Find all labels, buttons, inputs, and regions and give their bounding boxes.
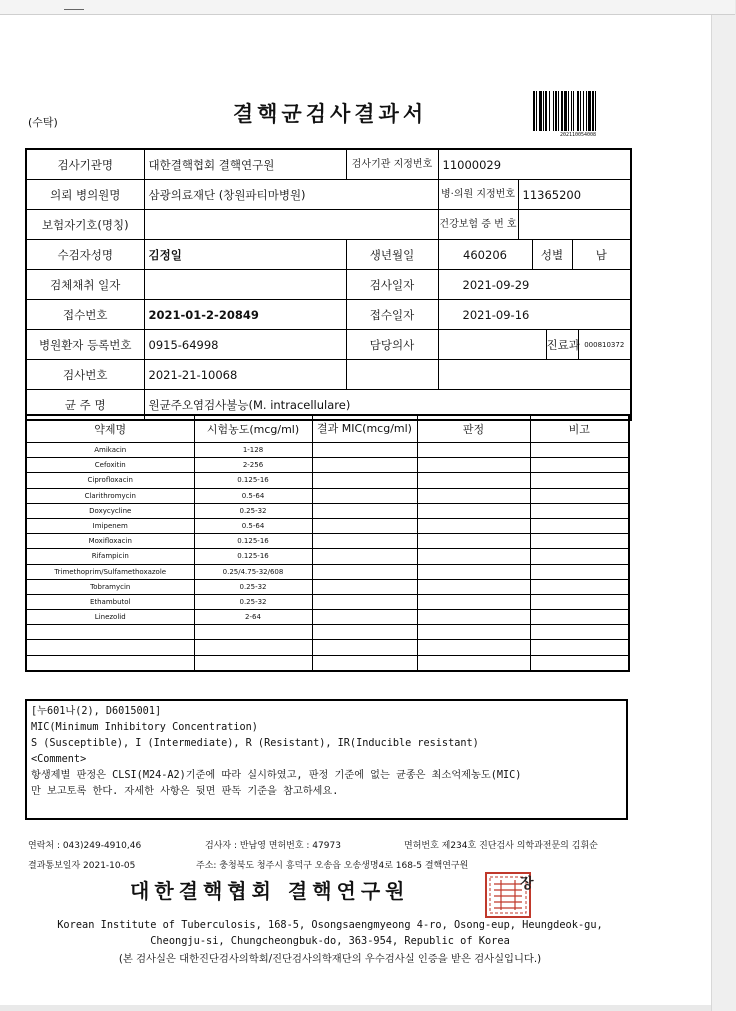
health-cert-label: 건강보험 증 번 호 <box>438 210 518 240</box>
mic-cell <box>312 655 417 671</box>
drug-name: Cefoxitin <box>26 458 194 473</box>
institution-label: 검사기관명 <box>26 149 144 180</box>
species-label: 균 주 명 <box>26 390 144 421</box>
barcode-number: 202110054008 <box>559 132 597 138</box>
hospital-code-label: 병·의원 지정번호 <box>438 180 518 210</box>
drug-conc: 2-64 <box>194 610 312 625</box>
mic-cell <box>312 503 417 518</box>
table-row <box>26 625 629 640</box>
table-row <box>26 564 629 579</box>
toolbar-tick <box>64 9 84 10</box>
birth-label: 생년월일 <box>346 240 438 270</box>
table-row <box>26 579 629 594</box>
footer-license: 면허번호 제234호 진단검사 의학과전문의 김휘순 <box>404 841 598 851</box>
drug-name: Imipenem <box>26 518 194 533</box>
judgment-cell <box>417 594 530 609</box>
judgment-cell <box>417 443 530 458</box>
table-row <box>26 594 629 609</box>
drug-conc: 0.25-32 <box>194 594 312 609</box>
judgment-cell <box>417 610 530 625</box>
drug-name: Moxifloxacin <box>26 534 194 549</box>
judgment-cell <box>417 549 530 564</box>
drug-conc <box>194 655 312 671</box>
drug-name: Amikacin <box>26 443 194 458</box>
remarks-cell <box>530 594 629 609</box>
drug-name: Doxycycline <box>26 503 194 518</box>
comment-heading: <Comment> <box>31 754 87 765</box>
dept-value: 000810372 <box>578 330 631 360</box>
species-value: 원균주오염검사불능(M. intracellulare) <box>144 390 631 421</box>
blank-cell <box>346 360 438 390</box>
concentration-header: 시험농도(mcg/ml) <box>194 415 312 443</box>
drug-susceptibility-table <box>25 414 630 672</box>
drug-conc: 2-256 <box>194 458 312 473</box>
receipt-label: (수탁) <box>28 116 58 129</box>
english-address-line: Cheongju-si, Chungcheongbuk-do, 363-954, Republic of Korea <box>150 935 510 947</box>
table-row <box>26 518 629 533</box>
sex-label: 성별 <box>532 240 572 270</box>
remarks-cell <box>530 625 629 640</box>
judgment-cell <box>417 579 530 594</box>
comment-text-line: 항생제별 판정은 CLSI(M24-A2)기준에 따라 실시하였고, 판정 기준에 없는 균종은 최소억제농도(MIC) <box>31 770 522 781</box>
collect-value <box>144 270 346 300</box>
insurer-value <box>144 210 438 240</box>
remarks-cell <box>530 655 629 671</box>
official-seal-icon <box>485 872 534 918</box>
health-cert-value <box>518 210 631 240</box>
table-row <box>26 488 629 503</box>
comment-legend-line: S (Susceptible), I (Intermediate), R (Resistant), IR(Inducible resistant) <box>31 738 479 749</box>
remarks-cell <box>530 443 629 458</box>
receipt-date-label: 접수일자 <box>346 300 438 330</box>
doctor-label: 담당의사 <box>346 330 438 360</box>
table-row <box>26 473 629 488</box>
remarks-cell <box>530 579 629 594</box>
mic-cell <box>312 579 417 594</box>
drug-conc: 0.5-64 <box>194 518 312 533</box>
judgment-cell <box>417 625 530 640</box>
drug-conc: 0.125-16 <box>194 473 312 488</box>
table-row <box>26 443 629 458</box>
remarks-cell <box>530 564 629 579</box>
inst-code-value: 11000029 <box>438 149 631 180</box>
birth-value: 460206 <box>438 240 532 270</box>
mic-header: 결과 MIC(mcg/ml) <box>312 415 417 443</box>
hospital-value: 삼광의료재단 (창원파티마병원) <box>144 180 438 210</box>
judgment-cell <box>417 473 530 488</box>
footer-tester: 검사자 : 반남영 면허번호 : 47973 <box>205 841 341 851</box>
blank-cell <box>438 360 631 390</box>
patient-label: 수검자성명 <box>26 240 144 270</box>
footer-report-date: 결과통보일자 2021-10-05 <box>28 861 136 871</box>
drug-conc: 0.125-16 <box>194 534 312 549</box>
judgment-cell <box>417 655 530 671</box>
table-row <box>26 549 629 564</box>
drug-conc <box>194 640 312 655</box>
collect-label: 검체채취 일자 <box>26 270 144 300</box>
remarks-cell <box>530 610 629 625</box>
remarks-cell <box>530 503 629 518</box>
judgment-cell <box>417 488 530 503</box>
dept-label: 진료과 <box>546 330 578 360</box>
receipt-date-value: 2021-09-16 <box>438 300 631 330</box>
patient-value: 김정일 <box>144 240 346 270</box>
seal-char: 장 <box>520 876 534 892</box>
drug-name <box>26 655 194 671</box>
mic-cell <box>312 564 417 579</box>
mic-cell <box>312 518 417 533</box>
drug-name: Rifampicin <box>26 549 194 564</box>
drug-name <box>26 640 194 655</box>
footer-address: 주소: 충청북도 청주시 흥덕구 오송읍 오송생명4로 168-5 결핵연구원 <box>196 861 469 871</box>
judgment-cell <box>417 503 530 518</box>
judgment-cell <box>417 518 530 533</box>
sex-value: 남 <box>572 240 631 270</box>
inst-code-label: 검사기관 지정번호 <box>346 149 438 180</box>
test-date-value: 2021-09-29 <box>438 270 631 300</box>
drug-name: Ciprofloxacin <box>26 473 194 488</box>
drug-name: Tobramycin <box>26 579 194 594</box>
test-no-label: 검사번호 <box>26 360 144 390</box>
drug-name: Clarithromycin <box>26 488 194 503</box>
english-address <box>30 917 630 949</box>
insurer-label: 보험자기호(명칭) <box>26 210 144 240</box>
remarks-cell <box>530 458 629 473</box>
remarks-cell <box>530 473 629 488</box>
judgment-cell <box>417 640 530 655</box>
judgment-cell <box>417 458 530 473</box>
organization-name: 대한결핵협회 결핵연구원 <box>130 879 410 903</box>
mic-cell <box>312 640 417 655</box>
mic-cell <box>312 610 417 625</box>
mic-cell <box>312 443 417 458</box>
receipt-no-value: 2021-01-2-20849 <box>144 300 346 330</box>
drug-name: Linezolid <box>26 610 194 625</box>
comment-text-line: 만 보고토록 한다. 자세한 사항은 뒷면 판독 기준을 참고하세요. <box>31 786 339 797</box>
table-row <box>26 610 629 625</box>
document-title: 결핵균검사결과서 <box>232 102 428 126</box>
test-no-value: 2021-21-10068 <box>144 360 346 390</box>
mic-cell <box>312 625 417 640</box>
table-row <box>26 655 629 671</box>
judgment-cell <box>417 564 530 579</box>
remarks-header: 비고 <box>530 415 629 443</box>
table-row <box>26 503 629 518</box>
drug-conc: 0.25-32 <box>194 579 312 594</box>
table-row <box>26 458 629 473</box>
drug-conc: 1-128 <box>194 443 312 458</box>
mic-cell <box>312 549 417 564</box>
hospital-label: 의뢰 병의원명 <box>26 180 144 210</box>
mic-cell <box>312 458 417 473</box>
comment-box <box>25 699 628 820</box>
patient-reg-label: 병원환자 등록번호 <box>26 330 144 360</box>
receipt-no-label: 접수번호 <box>26 300 144 330</box>
barcode-icon <box>532 91 624 131</box>
hospital-code-value: 11365200 <box>518 180 631 210</box>
remarks-cell <box>530 640 629 655</box>
institution-value: 대한결핵협회 결핵연구원 <box>144 149 346 180</box>
drug-conc: 0.5-64 <box>194 488 312 503</box>
drug-name: Ethambutol <box>26 594 194 609</box>
mic-cell <box>312 488 417 503</box>
drug-conc <box>194 625 312 640</box>
mic-cell <box>312 473 417 488</box>
comment-mic-line: MIC(Minimum Inhibitory Concentration) <box>31 722 258 733</box>
drug-name: Trimethoprim/Sulfamethoxazole <box>26 564 194 579</box>
window-top-bar <box>0 0 735 15</box>
remarks-cell <box>530 534 629 549</box>
patient-reg-value: 0915-64998 <box>144 330 346 360</box>
drug-conc: 0.25/4.75-32/608 <box>194 564 312 579</box>
drug-conc: 0.125-16 <box>194 549 312 564</box>
mic-cell <box>312 534 417 549</box>
mic-cell <box>312 594 417 609</box>
remarks-cell <box>530 549 629 564</box>
remarks-cell <box>530 518 629 533</box>
table-row <box>26 534 629 549</box>
comment-code-line: [누601나(2), D6015001] <box>31 706 162 717</box>
test-date-label: 검사일자 <box>346 270 438 300</box>
footer-phone: 연락처 : 043)249-4910,46 <box>28 841 142 851</box>
patient-info-table <box>25 148 632 421</box>
judgment-cell <box>417 534 530 549</box>
drug-header: 약제명 <box>26 415 194 443</box>
certification-note: (본 검사실은 대한진단검사의학회/진단검사의학재단의 우수검사실 인증을 받은 검사실입니다.) <box>118 953 542 965</box>
english-address-line: Korean Institute of Tuberculosis, 168-5, Osongsaengmyeong 4-ro, Osong-eup, Heungdeok-gu, <box>57 919 603 931</box>
drug-conc: 0.25-32 <box>194 503 312 518</box>
table-row <box>26 640 629 655</box>
doctor-value <box>438 330 546 360</box>
drug-name <box>26 625 194 640</box>
remarks-cell <box>530 488 629 503</box>
scrollbar-track[interactable] <box>711 15 736 1011</box>
judgment-header: 판정 <box>417 415 530 443</box>
